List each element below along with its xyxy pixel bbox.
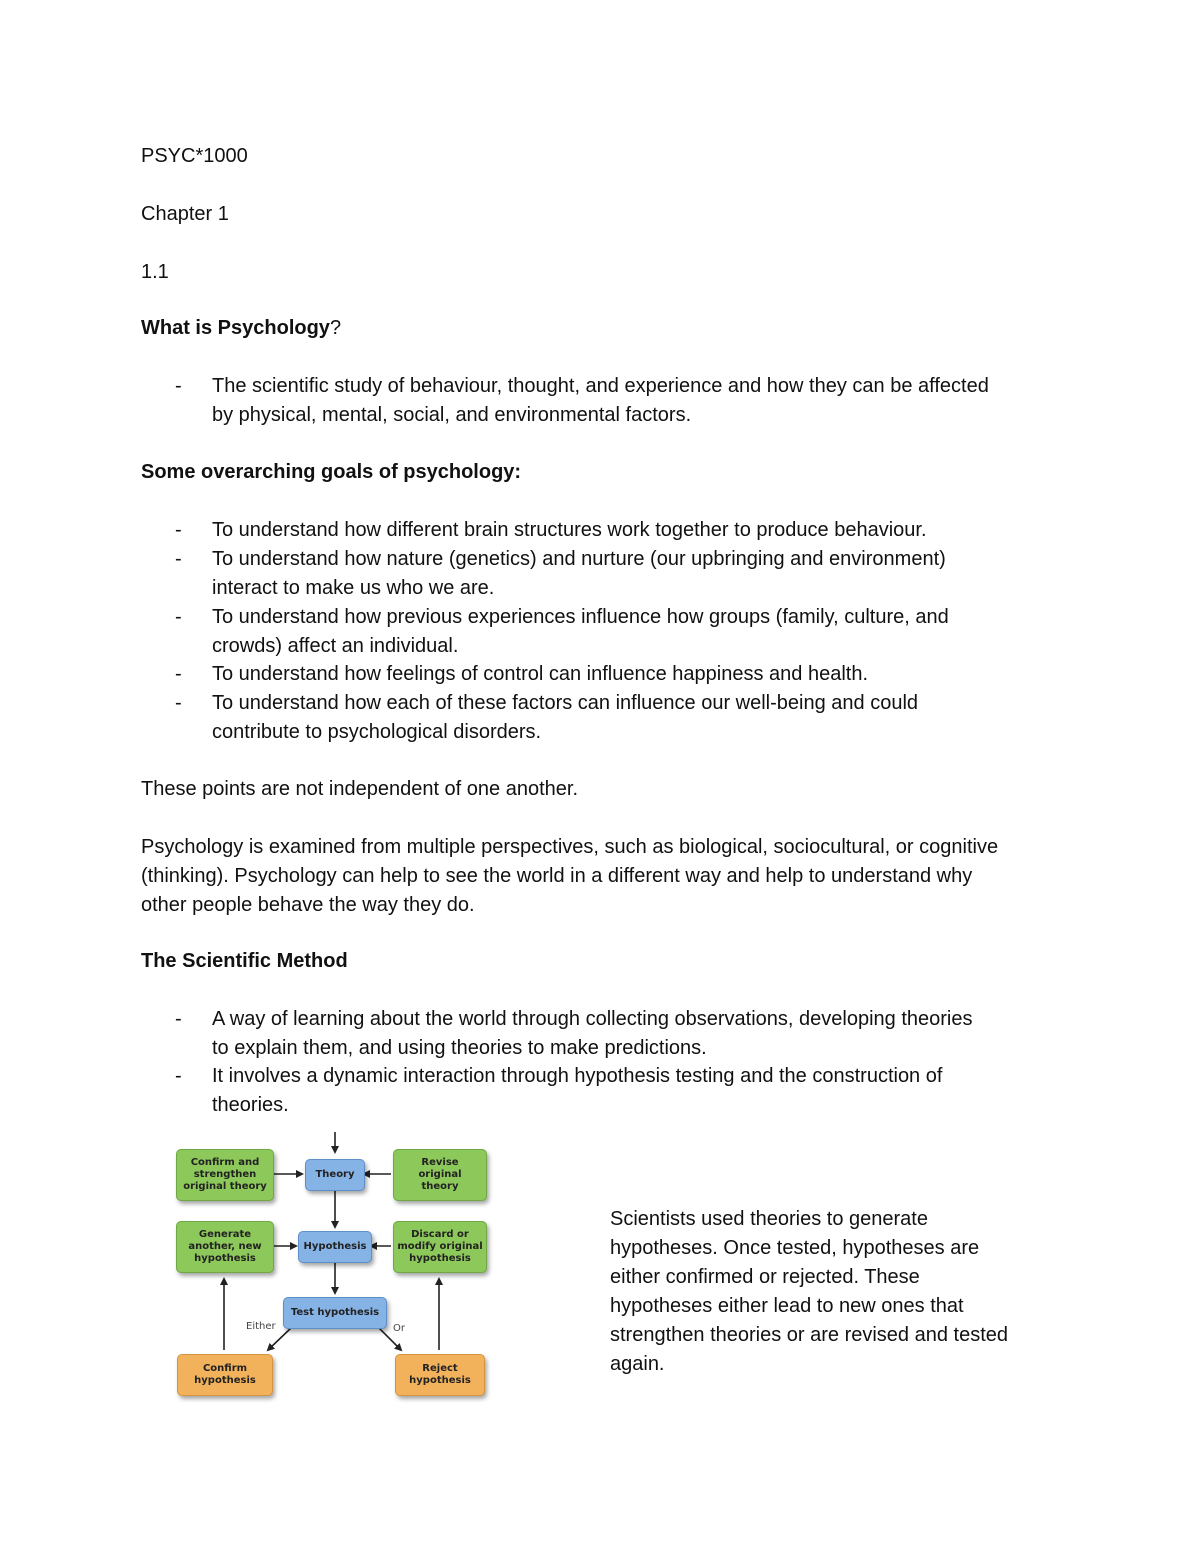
test-hypothesis-box — [283, 1297, 387, 1329]
bullet-line: A way of learning about the world through collecting observations, developing theories — [212, 1008, 973, 1030]
bullet-dash: - — [175, 375, 182, 397]
bullet-line: crowds) affect an individual. — [212, 635, 459, 657]
box-line: Generate — [198, 1229, 252, 1240]
box-line: Discard or — [411, 1229, 469, 1240]
paragraph-line: (thinking). Psychology can help to see the world in a different way and help to understand why — [141, 865, 973, 887]
box-line: original — [418, 1169, 462, 1180]
bullet-line: To understand how different brain structures work together to produce behaviour. — [212, 519, 927, 541]
paragraph-line: hypotheses. Once tested, hypotheses are — [610, 1237, 980, 1259]
bullet-dash: - — [175, 692, 182, 714]
scientific-method-heading: The Scientific Method — [141, 950, 348, 972]
bullet-line: interact to make us who we are. — [212, 577, 495, 599]
theory-box — [305, 1159, 365, 1191]
box-line: original theory — [183, 1181, 267, 1192]
section-number: 1.1 — [141, 261, 169, 283]
paragraph-line: Scientists used theories to generate — [610, 1208, 928, 1230]
box-line: Test hypothesis — [290, 1307, 380, 1318]
revise-theory-box — [393, 1149, 487, 1201]
course-code: PSYC*1000 — [141, 145, 248, 167]
box-line: Confirm — [202, 1363, 248, 1374]
what-is-heading-mark: ? — [329, 317, 342, 339]
box-line: Theory — [315, 1169, 355, 1180]
bullet-dash: - — [175, 606, 182, 628]
paragraph-line: again. — [610, 1353, 665, 1375]
bullet-dash: - — [175, 1008, 182, 1030]
or-label: Or — [393, 1323, 405, 1334]
bullet-line: To understand how feelings of control can influence happiness and health. — [212, 663, 869, 685]
bullet-line: The scientific study of behaviour, thought, and experience and how they can be affected — [212, 375, 989, 397]
paragraph-line: other people behave the way they do. — [141, 894, 475, 916]
bullet-line: To understand how nature (genetics) and nurture (our upbringing and environment) — [212, 548, 946, 570]
hypothesis-box — [298, 1231, 372, 1263]
paragraph-line: hypotheses either lead to new ones that — [610, 1295, 964, 1317]
box-line: strengthen — [193, 1169, 257, 1180]
method-item — [141, 1062, 1061, 1120]
box-line: Revise — [421, 1157, 459, 1168]
goal-item — [141, 516, 1061, 545]
paragraph-line: Psychology is examined from multiple perspectives, such as biological, sociocultural, or cognitive — [141, 836, 999, 858]
diagram-explanation — [610, 1205, 1060, 1379]
bullet-line: To understand how previous experiences influence how groups (family, culture, and — [212, 606, 949, 628]
box-line: hypothesis — [194, 1375, 256, 1386]
bullet-line: To understand how each of these factors can influence our well-being and could — [212, 692, 919, 714]
bullet-line: to explain them, and using theories to make predictions. — [212, 1037, 707, 1059]
what-is-heading-text: What is Psychology — [141, 317, 330, 339]
goals-heading: Some overarching goals of psychology: — [141, 461, 522, 483]
discard-hypothesis-box — [393, 1221, 487, 1273]
what-is-heading — [141, 314, 341, 343]
reject-hypothesis-box — [395, 1354, 485, 1396]
scientific-method-diagram — [165, 1128, 505, 1408]
perspectives-paragraph — [141, 833, 1066, 920]
chapter-label: Chapter 1 — [141, 203, 229, 225]
box-line: modify original — [397, 1241, 483, 1252]
goal-item — [141, 603, 1061, 661]
box-line: hypothesis — [194, 1253, 256, 1264]
bullet-line: contribute to psychological disorders. — [212, 721, 542, 743]
bullet-line: It involves a dynamic interaction through hypothesis testing and the construction of — [212, 1065, 943, 1087]
generate-hypothesis-box — [176, 1221, 274, 1273]
goal-item — [141, 545, 1061, 603]
either-label: Either — [246, 1321, 276, 1332]
bullet-dash: - — [175, 548, 182, 570]
paragraph-line: either confirmed or rejected. These — [610, 1266, 920, 1288]
confirm-hypothesis-box — [177, 1354, 273, 1396]
bullet-dash: - — [175, 663, 182, 685]
box-line: another, new — [188, 1241, 262, 1252]
bullet-line: by physical, mental, social, and environmental factors. — [212, 404, 692, 426]
box-line: hypothesis — [409, 1253, 471, 1264]
bullet-line: theories. — [212, 1094, 289, 1116]
goal-item — [141, 660, 1061, 689]
box-line: Hypothesis — [303, 1241, 367, 1252]
box-line: Reject — [422, 1363, 458, 1374]
paragraph-line: strengthen theories or are revised and tested — [610, 1324, 1009, 1346]
independent-paragraph: These points are not independent of one another. — [141, 778, 579, 800]
box-line: theory — [421, 1181, 459, 1192]
bullet-dash: - — [175, 1065, 182, 1087]
bullet-definition — [141, 372, 1061, 430]
method-item — [141, 1005, 1061, 1063]
bullet-dash: - — [175, 519, 182, 541]
goal-item — [141, 689, 1061, 747]
box-line: Confirm and — [190, 1157, 260, 1168]
box-line: hypothesis — [409, 1375, 471, 1386]
confirm-theory-box — [176, 1149, 274, 1201]
